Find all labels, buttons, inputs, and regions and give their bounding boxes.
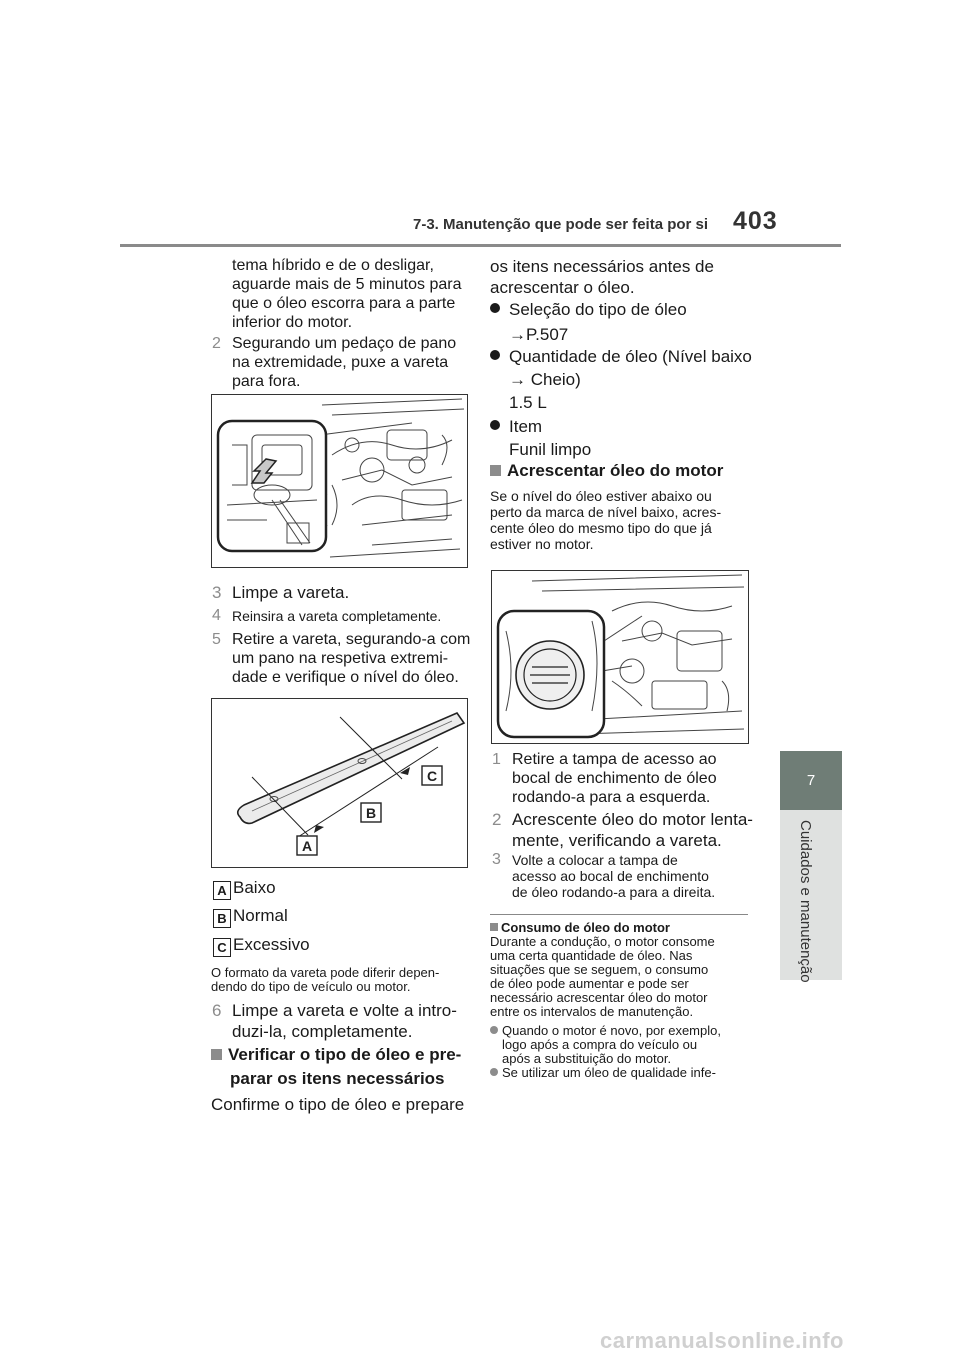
note-divider [490, 914, 748, 915]
engine-illustration [212, 395, 467, 567]
section-title: 7-3. Manutenção que pode ser feita por si [413, 216, 709, 233]
step-6: 6 Limpe a vareta e volte a intro- duzi-la, completamente. [212, 1001, 457, 1041]
label-a: A [301, 838, 313, 854]
label-b: B [365, 805, 377, 821]
intro-text: tema híbrido e de o desligar, aguarde mais de 5 minutos para que o óleo escorra para a parte inferior do motor. [232, 257, 462, 331]
dipstick-location-figure [211, 394, 468, 568]
section-heading-add-oil: Acrescentar óleo do motor [490, 459, 723, 483]
header-rule [120, 244, 841, 247]
bullet-oil-quantity: Quantidade de óleo (Nível baixo → Cheio) 1.5 L [490, 346, 752, 413]
legend-b: B Normal [213, 905, 288, 928]
bullet-oil-type: Seleção do tipo de óleo →P.507 [490, 299, 687, 345]
filler-cap-illustration [492, 571, 748, 743]
bullet-dot-icon [490, 303, 500, 313]
note-bullet-icon [490, 1068, 498, 1076]
dipstick-level-figure [211, 698, 468, 868]
right-step-1: 1 Retire a tampa de acesso ao bocal de enchimento de óleo rodando-a para a esquerda. [492, 751, 717, 806]
oil-consumption-note: Consumo de óleo do motor Durante a condução, o motor consome uma certa quantidade de óleo. Nas situações que se seguem, o consumo de óleo pode aumentar e pode ser necessário acrescentar óleo do motor entre os intervalos de manutenção. Quando o motor é novo, por exemplo, logo após a compra do veículo ou após a substituição do motor. Se utilizar um óleo de qualidade infe- [490, 920, 721, 1080]
dipstick-illustration [212, 699, 467, 867]
bullet-dot-icon [490, 350, 500, 360]
step-4: 4 Reinsira a vareta completamente. [212, 607, 442, 624]
step-5: 5 Retire a vareta, segurando-a com um pano na respetiva extremi- dade e verifique o nível do óleo. [212, 631, 471, 686]
legend-c: C Excessivo [213, 934, 310, 957]
label-c: C [426, 768, 438, 784]
page-number: 403 [733, 207, 778, 235]
bullet-item: Item Funil limpo [490, 416, 591, 460]
chapter-tab-label: Cuidados e manutenção [797, 820, 814, 983]
right-step-2: 2 Acrescente óleo do motor lenta- mente, verificando a vareta. [492, 810, 753, 850]
right-paragraph: os itens necessários antes de acrescentar o óleo. [490, 257, 714, 297]
legend-a: A Baixo [213, 877, 276, 900]
confirm-paragraph: Confirme o tipo de óleo e prepare [211, 1095, 465, 1114]
step-2: 2 Segurando um pedaço de pano na extremidade, puxe a vareta para fora. [212, 335, 457, 390]
heading-square-icon [490, 465, 501, 476]
note-bullet-icon [490, 1026, 498, 1034]
dipstick-note: O formato da vareta pode diferir depen- dendo do tipo de veículo ou motor. [211, 965, 440, 994]
step-3: 3 Limpe a vareta. [212, 583, 350, 602]
add-oil-paragraph: Se o nível do óleo estiver abaixo ou perto da marca de nível baixo, acres- cente óleo do mesmo tipo do que já estiver no motor. [490, 488, 722, 552]
heading-square-icon [211, 1049, 222, 1060]
section-heading-check-oil: Verificar o tipo de óleo e pre- parar os itens necessários [211, 1043, 461, 1091]
note-square-icon [490, 923, 498, 931]
bullet-dot-icon [490, 420, 500, 430]
oil-filler-cap-figure [491, 570, 749, 744]
watermark: carmanualsonline.info [600, 1328, 844, 1353]
chapter-tab: 7 [780, 751, 842, 810]
right-step-3: 3 Volte a colocar a tampa de acesso ao bocal de enchimento de óleo rodando-a para a direita. [492, 851, 716, 900]
